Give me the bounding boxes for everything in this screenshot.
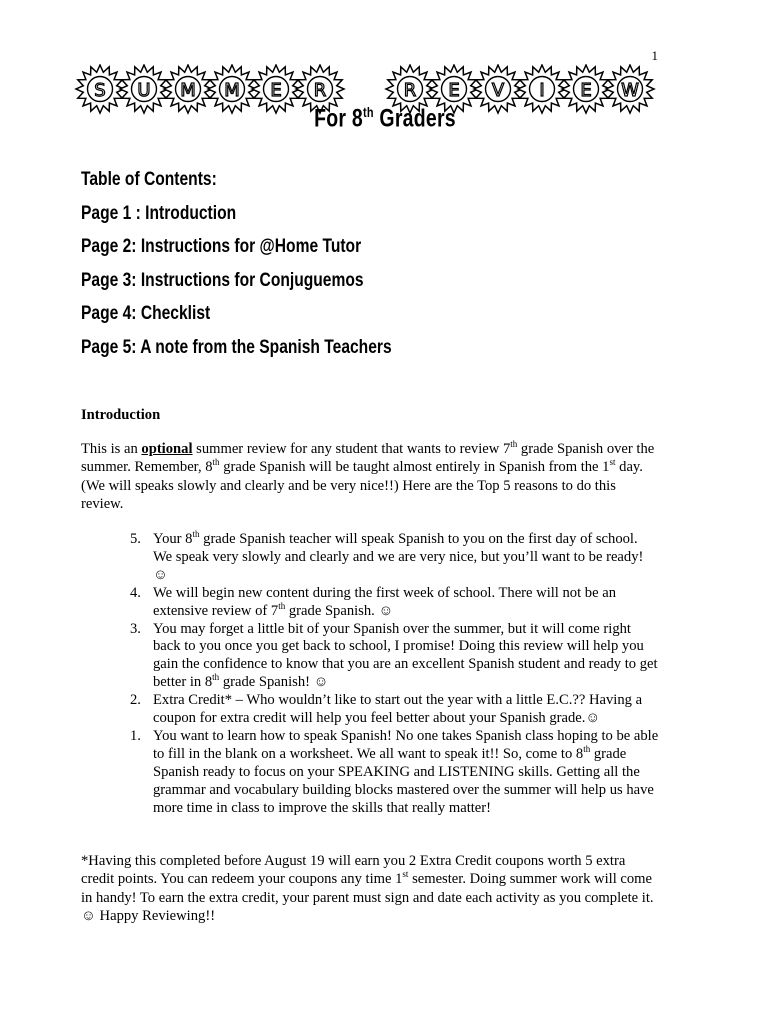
footer-text: *Having this completed before August 19 will earn you 2 Extra Credit coupons worth 5 extra credit points. You can redeem your coupons any time 1 [81,853,626,888]
reason-sup: th [583,744,591,755]
banner-letter: M [224,80,240,101]
reason-text: grade Spanish. ☺ [285,602,394,619]
reason-sup: th [212,672,220,683]
page-number: 1 [651,48,658,63]
intro-text: day. (We will speaks slowly and clearly and be very nice!!) Here are the Top 5 reasons to do this review. [81,459,643,513]
banner-letter: M [180,80,196,101]
intro-heading: Introduction [81,407,161,423]
intro-sup: th [212,457,220,468]
banner-letter: S [94,80,106,101]
intro-text: grade Spanish over the summer. Remember, 8 [81,441,655,476]
banner-letter: I [539,80,545,101]
reason-text: grade Spanish! ☺ [219,674,329,691]
list-number: 4. [130,584,141,601]
list-number: 1. [130,727,141,744]
list-item [130,621,660,693]
list-item [130,531,660,585]
reason-text: grade Spanish teacher will speak Spanish to you on the first day of school. We speak very slowly and clearly and we are very nice, but you’ll want to be ready! ☺ [153,531,644,583]
list-number: 5. [130,531,141,547]
intro-text: This is an [81,441,142,457]
intro-text: summer review for any student that wants to review 7 [192,441,511,457]
table-of-contents [81,166,392,367]
banner-letter: E [580,80,592,101]
toc-item: Page 4: Checklist [81,302,211,324]
subtitle-sup: th [362,104,374,120]
banner-letter: U [137,80,151,101]
banner-letter: W [621,80,639,101]
list-number: 2. [130,692,141,709]
reason-text: Extra Credit* – Who wouldn’t like to start out the year with a little E.C.?? Having a coupon for extra credit will help you feel better about your Spanish grade.☺ [153,692,643,727]
reason-sup: th [192,529,200,540]
footer-sup: st [402,869,409,880]
toc-item: Page 5: A note from the Spanish Teachers [81,335,392,358]
banner-letter: E [448,80,460,101]
reason-text: Your 8 [153,531,193,547]
toc-item: Page 2: Instructions for @Home Tutor [81,235,362,257]
reason-text: grade Spanish ready to focus on your SPEAKING and LISTENING skills. Getting all the grammar and vocabulary building blocks mastered over the summer will help us have more time in class to improve the skills that really matter! [153,745,654,816]
banner-letter: E [270,80,282,101]
intro-sup: th [510,439,518,450]
reasons-list [130,531,660,818]
toc-title: Table of Contents: [81,168,217,190]
intro-text: grade Spanish will be taught almost entirely in Spanish from the 1 [219,459,610,476]
reason-text: We will begin new content during the first week of school. There will not be an extensive review of 7 [153,584,617,619]
toc-item: Page 1 : Introduction [81,201,237,224]
banner-letter: V [491,80,505,101]
reason-sup: th [278,600,286,611]
intro-paragraph [81,440,661,514]
reason-text: You want to learn how to speak Spanish! No one takes Spanish class hoping to be able to fill in the blank on a worksheet. We all want to speak it!! So, come to 8 [153,727,659,762]
extra-credit-note [81,852,661,926]
banner-subtitle [85,104,686,133]
optional-emphasis: optional [141,441,193,457]
list-item [130,585,660,621]
banner-letter: R [403,80,417,101]
reason-text: You may forget a little bit of your Spanish over the summer, but it will come right back to you once you get back to school, I promise! Doing this review will help you gain the confidence to know that you are an excellent Spanish student and ready to get better in 8 [153,620,658,691]
subtitle-text-end: Graders [373,104,456,133]
list-item [130,692,660,728]
subtitle-text: For 8 [314,104,363,133]
list-number: 3. [130,620,141,637]
toc-item: Page 3: Instructions for Conjuguemos [81,268,364,291]
banner-letter: R [313,80,327,101]
list-item [130,728,660,818]
intro-sup: st [609,457,616,468]
footer-text: semester. Doing summer work will come in handy! To earn the extra credit, your parent must sign and date each activity as you complete it.☺ Happy Reviewing!! [81,871,654,925]
